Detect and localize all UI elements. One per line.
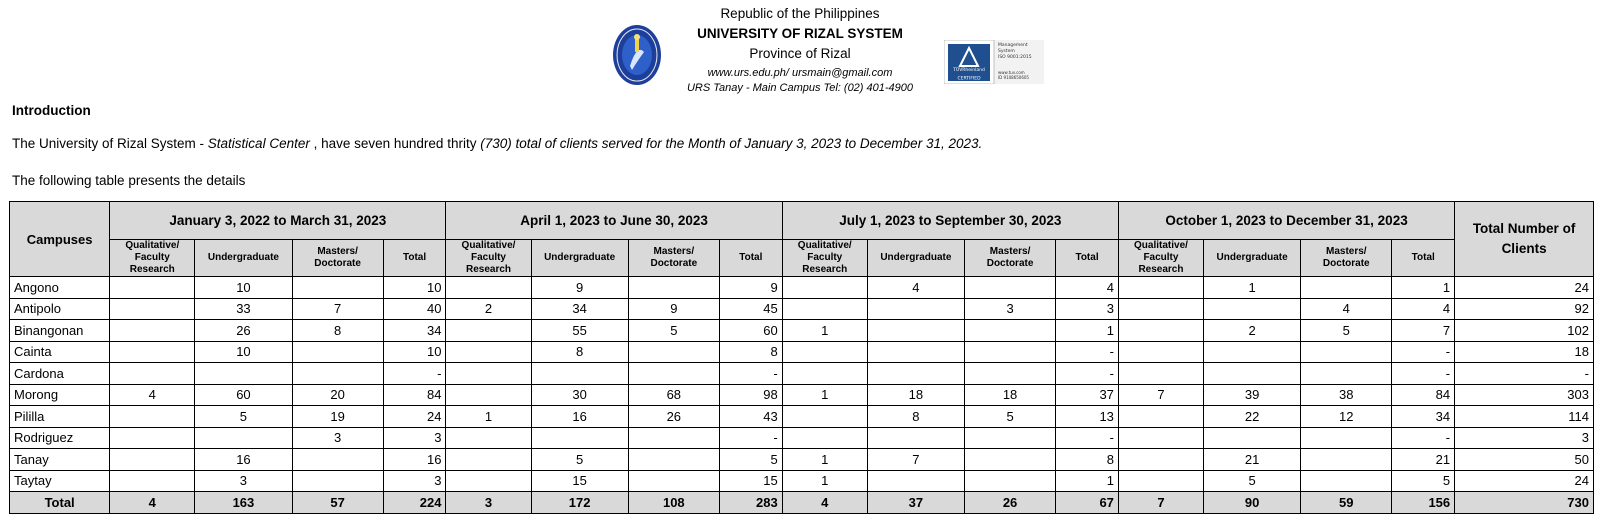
campus-name: Antipolo [10, 298, 110, 320]
cell-q1-2: 5 [195, 406, 292, 428]
table-row [10, 298, 1594, 320]
cell-q3-2 [867, 320, 964, 342]
cell-q3-2 [867, 427, 964, 449]
table-row [10, 427, 1594, 449]
cell-q2-1: 1 [446, 406, 531, 428]
cell-q4-2: 39 [1203, 384, 1300, 406]
cell-q4-1 [1118, 363, 1203, 385]
cell-q3-4: 8 [1056, 449, 1119, 471]
cell-q4-4: 4 [1392, 298, 1455, 320]
intro-paragraph [12, 136, 982, 151]
cell-q4-1 [1118, 406, 1203, 428]
period-header-2: April 1, 2023 to June 30, 2023 [446, 202, 782, 240]
subheader-p3-c2: Undergraduate [867, 240, 964, 277]
cell-q4-2: 21 [1203, 449, 1300, 471]
cell-q4-2: 5 [1203, 470, 1300, 492]
cell-q2-3: 26 [628, 406, 719, 428]
cell-q3-4: - [1056, 427, 1119, 449]
cell-q2-1 [446, 277, 531, 299]
cell-q2-4: 45 [719, 298, 782, 320]
cell-q4-3 [1301, 470, 1392, 492]
cell-q2-2: 8 [531, 341, 628, 363]
total-q3-3: 26 [965, 492, 1056, 514]
cell-q2-3 [628, 427, 719, 449]
total-q4-2: 90 [1203, 492, 1300, 514]
campus-name: Rodriguez [10, 427, 110, 449]
subheader-p2-c3: Masters/ Doctorate [628, 240, 719, 277]
intro-text-part4: (730) total of clients served for the Month of January 3, 2023 to December 31, 2023. [480, 136, 983, 151]
cell-q1-2: 60 [195, 384, 292, 406]
intro-text-part3: , have seven hundred thrity [309, 136, 481, 151]
cell-q4-2 [1203, 363, 1300, 385]
table-row [10, 277, 1594, 299]
table-row [10, 320, 1594, 342]
subheader-p4-c2: Undergraduate [1203, 240, 1300, 277]
cell-q4-3 [1301, 363, 1392, 385]
cell-q1-1: 4 [110, 384, 195, 406]
cell-q4-4: 1 [1392, 277, 1455, 299]
cell-q4-2 [1203, 298, 1300, 320]
cell-q4-1 [1118, 470, 1203, 492]
total-q1-3: 57 [292, 492, 383, 514]
cell-q1-4: 84 [383, 384, 446, 406]
table-row [10, 384, 1594, 406]
cell-q2-4: 43 [719, 406, 782, 428]
cell-q1-2 [195, 363, 292, 385]
total-q1-4: 224 [383, 492, 446, 514]
cell-q4-3 [1301, 427, 1392, 449]
table-row [10, 341, 1594, 363]
campus-name: Pililla [10, 406, 110, 428]
cell-q4-2: 2 [1203, 320, 1300, 342]
subheader-p1-c3: Masters/ Doctorate [292, 240, 383, 277]
cell-q1-4: 34 [383, 320, 446, 342]
cell-q3-2 [867, 470, 964, 492]
cell-q1-3 [292, 277, 383, 299]
cell-q2-4: 5 [719, 449, 782, 471]
total-q3-4: 67 [1056, 492, 1119, 514]
cell-q1-4: 3 [383, 427, 446, 449]
row-total: 102 [1455, 320, 1594, 342]
table-row [10, 449, 1594, 471]
cell-q3-2: 7 [867, 449, 964, 471]
cell-q3-3 [965, 341, 1056, 363]
cell-q3-1: 1 [782, 470, 867, 492]
cell-q4-1 [1118, 449, 1203, 471]
iso-web-text: www.tuv.com [998, 70, 1025, 75]
cell-q1-2: 3 [195, 470, 292, 492]
cell-q2-3: 68 [628, 384, 719, 406]
subheader-p4-c3: Masters/ Doctorate [1301, 240, 1392, 277]
cell-q1-3 [292, 341, 383, 363]
subheader-p2-c2: Undergraduate [531, 240, 628, 277]
cell-q4-1 [1118, 427, 1203, 449]
cell-q2-2: 5 [531, 449, 628, 471]
row-total: 114 [1455, 406, 1594, 428]
row-total: 3 [1455, 427, 1594, 449]
cell-q1-3: 8 [292, 320, 383, 342]
cell-q2-4: - [719, 427, 782, 449]
total-q4-4: 156 [1392, 492, 1455, 514]
cell-q1-4: 40 [383, 298, 446, 320]
cell-q3-4: 3 [1056, 298, 1119, 320]
cell-q4-4: - [1392, 363, 1455, 385]
cell-q2-1 [446, 449, 531, 471]
header-contact: www.urs.edu.ph/ ursmain@gmail.com [707, 67, 893, 79]
cell-q1-1 [110, 449, 195, 471]
total-q2-1: 3 [446, 492, 531, 514]
cell-q3-2: 4 [867, 277, 964, 299]
header-province: Province of Rizal [749, 46, 851, 61]
campus-name: Angono [10, 277, 110, 299]
cell-q3-3 [965, 449, 1056, 471]
cell-q3-4: 37 [1056, 384, 1119, 406]
cell-q2-1 [446, 427, 531, 449]
cell-q3-3 [965, 427, 1056, 449]
cell-q1-1 [110, 406, 195, 428]
cell-q2-2: 30 [531, 384, 628, 406]
campus-name: Binangonan [10, 320, 110, 342]
period-header-1: January 3, 2022 to March 31, 2023 [110, 202, 446, 240]
letterhead [0, 0, 1600, 100]
campus-name: Cardona [10, 363, 110, 385]
cell-q1-4: 10 [383, 277, 446, 299]
iso-cert-text: CERTIFIED [957, 76, 981, 82]
header-country: Republic of the Philippines [720, 6, 880, 21]
cell-q1-3 [292, 449, 383, 471]
row-total: 92 [1455, 298, 1594, 320]
cell-q1-2: 10 [195, 277, 292, 299]
table-row [10, 470, 1594, 492]
cell-q3-4: - [1056, 341, 1119, 363]
cell-q2-2: 34 [531, 298, 628, 320]
cell-q1-1 [110, 341, 195, 363]
cell-q1-2: 26 [195, 320, 292, 342]
cell-q4-3: 38 [1301, 384, 1392, 406]
total-row [10, 492, 1594, 514]
cell-q3-4: 4 [1056, 277, 1119, 299]
subheader-p2-c1: Qualitative/ Faculty Research [446, 240, 531, 277]
subheader-p1-c4: Total [383, 240, 446, 277]
cell-q2-1: 2 [446, 298, 531, 320]
cell-q2-2: 16 [531, 406, 628, 428]
table-row [10, 406, 1594, 428]
cell-q1-1 [110, 470, 195, 492]
iso-brand-text: TÜVRheinland [953, 68, 985, 73]
cell-q2-3 [628, 341, 719, 363]
letterhead-text [650, 4, 950, 95]
cell-q3-3 [965, 470, 1056, 492]
campus-name: Tanay [10, 449, 110, 471]
subheader-row [10, 240, 1594, 277]
cell-q4-2: 1 [1203, 277, 1300, 299]
subheader-p2-c4: Total [719, 240, 782, 277]
cell-q4-4: 34 [1392, 406, 1455, 428]
cell-q3-2 [867, 341, 964, 363]
cell-q4-4: 5 [1392, 470, 1455, 492]
row-total: 303 [1455, 384, 1594, 406]
cell-q3-3: 18 [965, 384, 1056, 406]
total-q3-1: 4 [782, 492, 867, 514]
cell-q3-2: 8 [867, 406, 964, 428]
cell-q2-2: 9 [531, 277, 628, 299]
cell-q2-1 [446, 470, 531, 492]
subheader-p3-c4: Total [1056, 240, 1119, 277]
period-header-3: July 1, 2023 to September 30, 2023 [782, 202, 1118, 240]
cell-q2-3 [628, 449, 719, 471]
total-q2-4: 283 [719, 492, 782, 514]
cell-q4-3: 5 [1301, 320, 1392, 342]
cell-q1-2: 16 [195, 449, 292, 471]
iso-ms3-text: ISO 9001:2015 [998, 55, 1032, 60]
cell-q1-2: 33 [195, 298, 292, 320]
cell-q4-3 [1301, 341, 1392, 363]
cell-q2-2: 15 [531, 470, 628, 492]
row-total: 50 [1455, 449, 1594, 471]
cell-q1-3: 19 [292, 406, 383, 428]
total-q1-2: 163 [195, 492, 292, 514]
total-label: Total [10, 492, 110, 514]
cell-q1-4: 10 [383, 341, 446, 363]
cell-q3-1 [782, 427, 867, 449]
cell-q2-4: 8 [719, 341, 782, 363]
cell-q1-1 [110, 427, 195, 449]
cell-q3-1 [782, 363, 867, 385]
total-q4-3: 59 [1301, 492, 1392, 514]
cell-q4-4: 84 [1392, 384, 1455, 406]
cell-q3-1: 1 [782, 449, 867, 471]
cell-q2-4: 60 [719, 320, 782, 342]
cell-q1-1 [110, 363, 195, 385]
total-clients-header: Total Number of Clients [1455, 202, 1594, 277]
cell-q1-1 [110, 277, 195, 299]
cell-q1-3 [292, 470, 383, 492]
cell-q3-1: 1 [782, 320, 867, 342]
cell-q1-4: 16 [383, 449, 446, 471]
total-q2-2: 172 [531, 492, 628, 514]
cell-q2-4: - [719, 363, 782, 385]
cell-q1-4: 24 [383, 406, 446, 428]
cell-q3-1 [782, 341, 867, 363]
subheader-p4-c4: Total [1392, 240, 1455, 277]
header-campus: URS Tanay - Main Campus Tel: (02) 401-4900 [686, 81, 914, 94]
header-university: UNIVERSITY OF RIZAL SYSTEM [697, 26, 903, 41]
subheader-p1-c1: Qualitative/ Faculty Research [110, 240, 195, 277]
cell-q3-3 [965, 277, 1056, 299]
cell-q4-1: 7 [1118, 384, 1203, 406]
cell-q4-2 [1203, 427, 1300, 449]
iso-ms2-text: System [998, 49, 1015, 54]
cell-q3-3: 3 [965, 298, 1056, 320]
cell-q2-1 [446, 363, 531, 385]
cell-q4-2 [1203, 341, 1300, 363]
cell-q3-1 [782, 406, 867, 428]
cell-q1-4: 3 [383, 470, 446, 492]
row-total: 24 [1455, 277, 1594, 299]
cell-q2-2: 55 [531, 320, 628, 342]
cell-q3-2 [867, 363, 964, 385]
cell-q1-1 [110, 298, 195, 320]
clients-served-table [9, 201, 1594, 514]
cell-q4-1 [1118, 341, 1203, 363]
cell-q2-4: 15 [719, 470, 782, 492]
cell-q4-3: 12 [1301, 406, 1392, 428]
cell-q3-2: 18 [867, 384, 964, 406]
row-total: 18 [1455, 341, 1594, 363]
cell-q3-3: 5 [965, 406, 1056, 428]
cell-q1-2 [195, 427, 292, 449]
cell-q1-3: 20 [292, 384, 383, 406]
cell-q2-1 [446, 384, 531, 406]
table-row [10, 363, 1594, 385]
subheader-p3-c3: Masters/ Doctorate [965, 240, 1056, 277]
table-intro-text: The following table presents the details [12, 173, 246, 188]
cell-q1-3: 7 [292, 298, 383, 320]
intro-text-center: Statistical Center [207, 136, 310, 151]
iso-id-text: ID 9108650605 [998, 75, 1029, 80]
cell-q1-1 [110, 320, 195, 342]
cell-q1-4: - [383, 363, 446, 385]
iso-certification-logo [944, 40, 1044, 84]
campus-name: Morong [10, 384, 110, 406]
cell-q2-2 [531, 363, 628, 385]
cell-q1-3 [292, 363, 383, 385]
cell-q2-3 [628, 277, 719, 299]
total-q2-3: 108 [628, 492, 719, 514]
cell-q2-2 [531, 427, 628, 449]
total-q4-1: 7 [1118, 492, 1203, 514]
cell-q2-3: 9 [628, 298, 719, 320]
cell-q3-2 [867, 298, 964, 320]
campus-name: Taytay [10, 470, 110, 492]
cell-q1-3: 3 [292, 427, 383, 449]
cell-q2-3: 5 [628, 320, 719, 342]
campuses-header: Campuses [10, 202, 110, 277]
cell-q2-1 [446, 320, 531, 342]
subheader-p3-c1: Qualitative/ Faculty Research [782, 240, 867, 277]
cell-q4-4: - [1392, 427, 1455, 449]
subheader-p1-c2: Undergraduate [195, 240, 292, 277]
cell-q2-4: 9 [719, 277, 782, 299]
cell-q4-3 [1301, 449, 1392, 471]
cell-q4-4: - [1392, 341, 1455, 363]
cell-q3-4: - [1056, 363, 1119, 385]
iso-ms1-text: Management [998, 43, 1028, 48]
subheader-p4-c1: Qualitative/ Faculty Research [1118, 240, 1203, 277]
cell-q3-1: 1 [782, 384, 867, 406]
cell-q3-3 [965, 320, 1056, 342]
grand-total: 730 [1455, 492, 1594, 514]
intro-text-part1: The University of Rizal System - [12, 136, 208, 151]
row-total: 24 [1455, 470, 1594, 492]
cell-q3-3 [965, 363, 1056, 385]
period-header-4: October 1, 2023 to December 31, 2023 [1118, 202, 1454, 240]
cell-q2-1 [446, 341, 531, 363]
cell-q4-2: 22 [1203, 406, 1300, 428]
cell-q4-3: 4 [1301, 298, 1392, 320]
total-q3-2: 37 [867, 492, 964, 514]
cell-q3-4: 13 [1056, 406, 1119, 428]
cell-q2-3 [628, 470, 719, 492]
cell-q2-4: 98 [719, 384, 782, 406]
row-total: - [1455, 363, 1594, 385]
table-body [10, 277, 1594, 514]
cell-q4-4: 7 [1392, 320, 1455, 342]
cell-q3-1 [782, 277, 867, 299]
cell-q2-3 [628, 363, 719, 385]
cell-q4-1 [1118, 277, 1203, 299]
cell-q4-1 [1118, 298, 1203, 320]
cell-q4-1 [1118, 320, 1203, 342]
cell-q4-3 [1301, 277, 1392, 299]
campus-name: Cainta [10, 341, 110, 363]
cell-q3-1 [782, 298, 867, 320]
cell-q1-2: 10 [195, 341, 292, 363]
intro-title: Introduction [12, 103, 91, 118]
cell-q4-4: 21 [1392, 449, 1455, 471]
cell-q3-4: 1 [1056, 470, 1119, 492]
total-q1-1: 4 [110, 492, 195, 514]
cell-q3-4: 1 [1056, 320, 1119, 342]
